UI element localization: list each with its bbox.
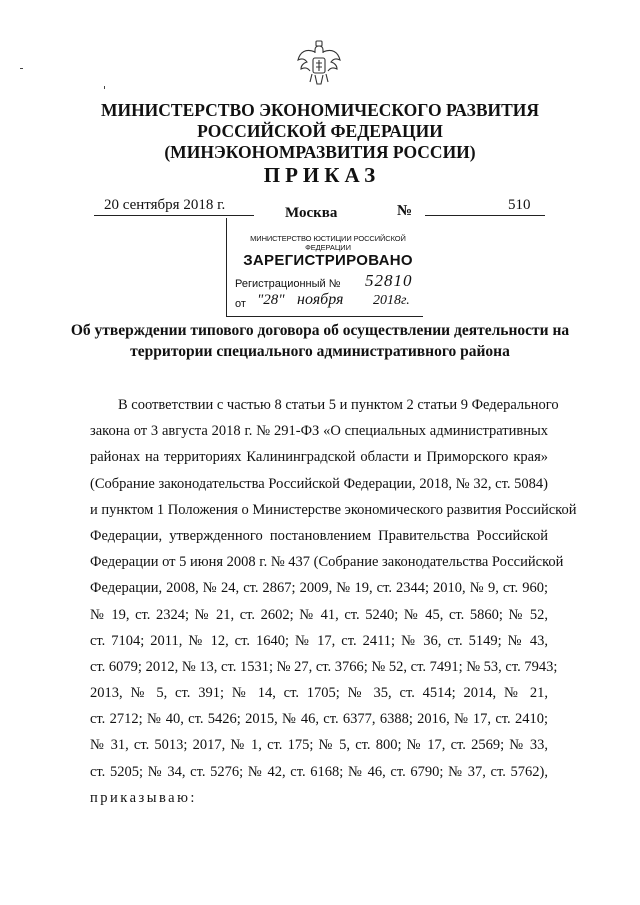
scan-artifact-mark bbox=[104, 86, 105, 89]
number-underline bbox=[425, 215, 545, 216]
stamp-month: ноября bbox=[297, 291, 344, 308]
body-line: № 19, ст. 2324; № 21, ст. 2602; № 41, ст. 5240; № 45, ст. 5860; № 52, bbox=[90, 606, 548, 623]
registration-stamp bbox=[226, 218, 423, 317]
body-line: В соответствии с частью 8 статьи 5 и пунктом 2 статьи 9 Федерального bbox=[118, 397, 559, 413]
stamp-day: "28" bbox=[257, 292, 285, 308]
body-line: и пунктом 1 Положения о Министерстве экономического развития Российской bbox=[90, 501, 577, 518]
body-line: закона от 3 августа 2018 г. № 291-ФЗ «О специальных административных bbox=[90, 423, 548, 440]
scan-artifact-mark bbox=[20, 68, 23, 69]
body-line: ст. 5205; № 34, ст. 5276; № 42, ст. 6168; № 46, ст. 6790; № 37, ст. 5762), bbox=[90, 763, 548, 780]
body-line: (Собрание законодательства Российской Федерации, 2018, № 32, ст. 5084) bbox=[90, 475, 548, 492]
document-type-title: ПРИКАЗ bbox=[263, 163, 381, 187]
body-line: районах на территориях Калининградской области и Приморского края» bbox=[90, 449, 548, 466]
body-line: ст. 7104; 2011, № 12, ст. 1640; № 17, ст. 2411; № 36, ст. 5149; № 43, bbox=[90, 632, 548, 649]
document-title-line-2: территории специального административного района bbox=[130, 343, 510, 360]
order-number: 510 bbox=[508, 197, 531, 213]
order-date: 20 сентября 2018 г. bbox=[104, 197, 226, 213]
stamp-authority: МИНИСТЕРСТВО ЮСТИЦИИ РОССИЙСКОЙ ФЕДЕРАЦИИ bbox=[250, 234, 406, 252]
document-title-line-1: Об утверждении типового договора об осуществлении деятельности на bbox=[70, 322, 570, 339]
order-city: Москва bbox=[285, 205, 338, 221]
body-paragraph bbox=[90, 392, 577, 811]
ministry-abbreviation: (МИНЭКОНОМРАЗВИТИЯ РОССИИ) bbox=[164, 142, 476, 162]
stamp-from-label: от bbox=[235, 298, 246, 310]
body-line: Федерации, 2008, № 24, ст. 2867; 2009, № 19, ст. 2344; 2010, № 9, ст. 960; bbox=[90, 580, 548, 597]
ministry-name-line-1: МИНИСТЕРСТВО ЭКОНОМИЧЕСКОГО РАЗВИТИЯ bbox=[100, 100, 540, 120]
stamp-year: 2018г. bbox=[373, 293, 410, 308]
stamp-reg-number: 52810 bbox=[365, 271, 413, 290]
stamp-status: ЗАРЕГИСТРИРОВАНО bbox=[243, 252, 413, 269]
body-line: Федерации, утвержденного постановлением Правительства Российской bbox=[90, 527, 548, 544]
ministry-name-line-2: РОССИЙСКОЙ ФЕДЕРАЦИИ bbox=[197, 121, 443, 141]
body-line-closing: приказываю: bbox=[90, 789, 197, 806]
body-line: ст. 2712; № 40, ст. 5426; 2015, № 46, ст. 6377, 6388; 2016, № 17, ст. 2410; bbox=[90, 711, 548, 728]
body-line: Федерации от 5 июня 2008 г. № 437 (Собрание законодательства Российской bbox=[90, 554, 564, 571]
stamp-reg-label: Регистрационный № bbox=[235, 278, 341, 290]
number-sign: № bbox=[397, 203, 413, 219]
body-line: ст. 6079; 2012, № 13, ст. 1531; № 27, ст. 3766; № 52, ст. 7491; № 53, ст. 7943; bbox=[90, 658, 558, 675]
body-line: 2013, № 5, ст. 391; № 14, ст. 1705; № 35, ст. 4514; 2014, № 21, bbox=[90, 685, 548, 702]
body-line: № 31, ст. 5013; 2017, № 1, ст. 175; № 5, ст. 800; № 17, ст. 2569; № 33, bbox=[90, 737, 548, 754]
coat-of-arms-emblem bbox=[296, 38, 342, 88]
date-underline bbox=[94, 215, 254, 216]
